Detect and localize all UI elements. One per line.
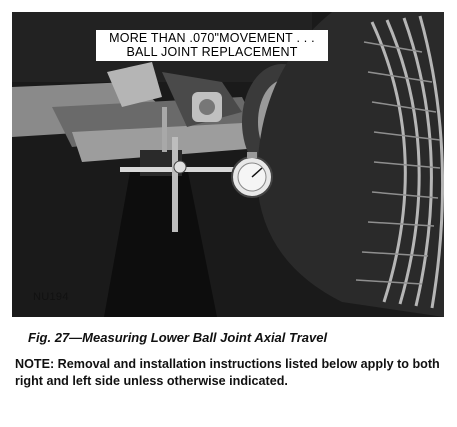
callout-box (96, 30, 328, 61)
figure-id-label: NU194 (33, 291, 69, 303)
note-paragraph: NOTE: Removal and installation instructions listed below apply to both right and left side unless otherwise indicated. (15, 357, 440, 388)
callout-line-2: BALL JOINT REPLACEMENT (126, 45, 298, 59)
callout-line-1: MORE THAN .070"MOVEMENT . . . (109, 31, 315, 45)
figure-caption: Fig. 27—Measuring Lower Ball Joint Axial Travel (28, 330, 328, 345)
